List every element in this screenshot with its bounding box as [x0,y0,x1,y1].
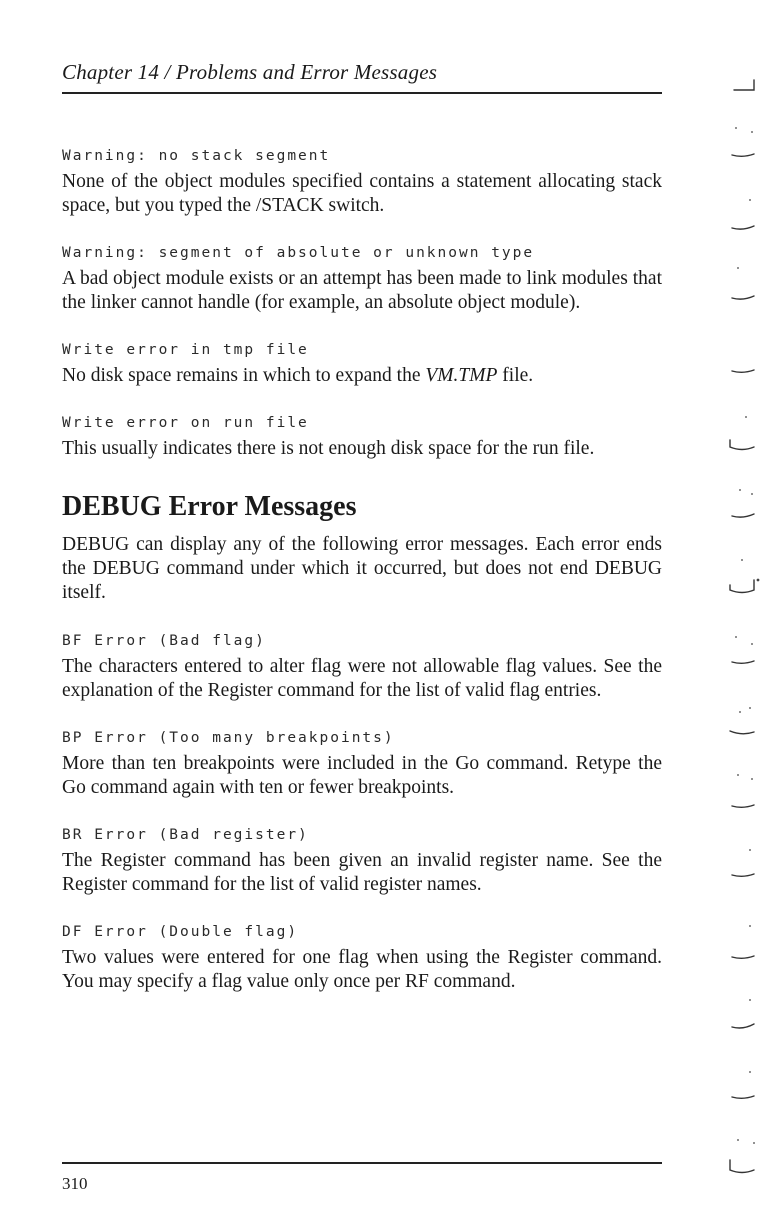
margin-mark [732,874,754,876]
error-entry [62,827,662,897]
margin-mark [732,226,754,229]
margin-mark [732,1024,754,1028]
error-message: Write error in tmp file [62,342,309,358]
error-entry [62,148,662,218]
margin-mark [730,1160,754,1173]
error-description: None of the object modules specified contains a statement allocating stack space, but you typed the /STACK switch. [62,171,662,216]
margin-mark [732,154,754,156]
error-message: DF Error (Double flag) [62,924,299,940]
document-page [62,0,662,1221]
margin-mark [732,296,754,299]
section-intro: DEBUG can display any of the following error messages. Each error ends the DEBUG command under which it occurred, but does not end DEBUG itself. [62,534,662,603]
error-description [62,364,662,388]
error-entry [62,245,662,315]
section-heading: DEBUG Error Messages [62,491,357,522]
margin-mark [732,661,754,663]
error-message: BF Error (Bad flag) [62,633,266,649]
error-entry [62,633,662,703]
error-message: BR Error (Bad register) [62,827,309,843]
margin-mark [730,731,754,734]
error-description: This usually indicates there is not enough disk space for the run file. [62,438,595,459]
error-entry [62,342,662,388]
error-description: A bad object module exists or an attempt has been made to link modules that the linker cannot handle (for example, an absolute object module). [62,268,662,313]
margin-mark [732,1096,754,1098]
error-message: Write error on run file [62,415,309,431]
page-number: 310 [62,1174,88,1193]
error-message: Warning: no stack segment [62,148,331,164]
page-content [62,148,662,1021]
description-text: file. [497,365,534,386]
margin-scan-marks [728,0,768,1221]
margin-mark [732,956,754,958]
margin-mark [734,80,754,90]
margin-mark [732,370,754,372]
footer-rule [62,1162,662,1164]
description-text: No disk space remains in which to expand the [62,365,426,386]
error-entry [62,730,662,800]
error-message: BP Error (Too many breakpoints) [62,730,395,746]
error-message: Warning: segment of absolute or unknown type [62,245,535,261]
error-description: The characters entered to alter flag were not allowable flag values. See the explanation of the Register command for the list of valid flag entries. [62,656,662,701]
error-entry [62,415,662,461]
error-description: Two values were entered for one flag when using the Register command. You may specify a flag value only once per RF command. [62,947,662,992]
margin-mark [732,805,754,807]
margin-mark [730,580,754,593]
margin-mark [732,514,754,517]
error-description: More than ten breakpoints were included in the Go command. Retype the Go command again with ten or fewer breakpoints. [62,753,662,798]
file-name: VM.TMP [425,365,498,386]
header-rule [62,92,662,94]
error-description: The Register command has been given an invalid register name. See the Register command for the list of valid register names. [62,850,662,895]
running-head: Chapter 14 / Problems and Error Messages [62,60,438,84]
error-entry [62,924,662,994]
margin-mark [730,440,754,450]
